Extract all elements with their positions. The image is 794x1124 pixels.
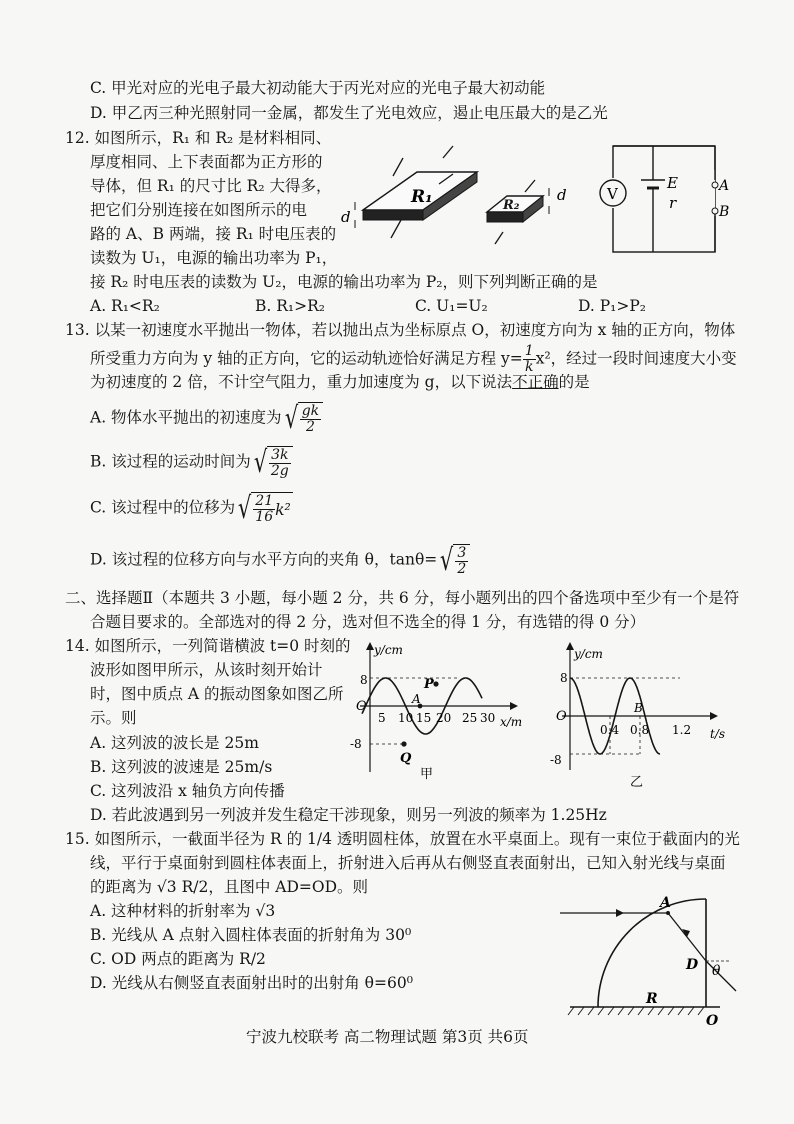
q12-stem-line1: 12. 如图所示，R₁ 和 R₂ 是材料相同、 xyxy=(65,129,332,147)
voltmeter-label: V xyxy=(607,185,618,203)
vib-xlabel: t/s xyxy=(710,727,726,741)
tick-1-2: 1.2 xyxy=(672,723,692,737)
vib-bottom-label: -8 xyxy=(550,753,562,767)
q15-stem-line3: 的距离为 √3 R/2，且图中 AD=OD。则 xyxy=(90,878,369,896)
tick-15: 15 xyxy=(416,711,432,725)
point-a: A xyxy=(412,692,421,706)
r1-label: R₁ xyxy=(411,187,433,207)
emf-label: E xyxy=(667,174,678,192)
wave-bottom-label: -8 xyxy=(350,737,362,751)
q13-stem-line3: 为初速度的 2 倍，不计空气阻力，重力加速度为 g，以下说法不正确的是 xyxy=(90,373,590,391)
q11-option-d: D. 甲乙丙三种光照射同一金属，都发生了光电效应，遏止电压最大的是乙光 xyxy=(90,104,608,122)
terminal-a-label: A xyxy=(719,178,730,194)
vib-origin: O xyxy=(556,709,567,724)
vib-ylabel: y/cm xyxy=(574,647,603,661)
tick-10: 10 xyxy=(398,711,414,725)
radius-label: R xyxy=(646,991,658,1007)
vib-top-label: 8 xyxy=(560,671,568,685)
q15-stem-line1: 15. 如图所示，一截面半径为 R 的 1/4 透明圆柱体，放置在水平桌面上。现有一束位于截面内的光 xyxy=(65,830,740,848)
q13-option-a: A. 物体水平抛出的初速度为 √ $\frac{gk}{2}$ xyxy=(90,402,323,435)
q15-option-b: B. 光线从 A 点射入圆柱体表面的折射角为 30⁰ xyxy=(90,926,412,944)
wave-top-label: 8 xyxy=(360,673,368,687)
q14-option-d: D. 若此波遇到另一列波并发生稳定干涉现象，则另一列波的频率为 1.25Hz xyxy=(90,806,607,824)
q12-resistor-figure xyxy=(335,140,585,260)
q14-option-a: A. 这列波的波长是 25m xyxy=(90,734,259,752)
q13-option-b: B. 该过程的运动时间为 √ $\frac{3k}{2g}$ xyxy=(90,446,293,479)
tick-25: 25 xyxy=(462,711,478,725)
q14-stem-line2: 波形如图甲所示，从该时刻开始计 xyxy=(90,661,323,679)
q12-option-d: D. P₁>P₂ xyxy=(578,297,647,315)
tick-20: 20 xyxy=(436,711,452,725)
q14-stem-line4: 示。则 xyxy=(90,709,137,727)
d-label-left: d xyxy=(341,208,351,226)
q15-option-c: C. OD 两点的距离为 R/2 xyxy=(90,950,266,968)
d-label-right: d xyxy=(557,186,567,204)
wave-ylabel: y/cm xyxy=(374,643,403,657)
q14-wave-figure xyxy=(340,640,530,780)
origin-o-label: O xyxy=(706,1013,719,1029)
q12-stem-line4: 把它们分别连接在如图所示的电 xyxy=(90,201,308,219)
tick-30: 30 xyxy=(480,711,496,725)
q12-stem-line5: 路的 A、B 两端，接 R₁ 时电压表的 xyxy=(90,225,337,243)
terminal-b-label: B xyxy=(719,204,730,220)
point-p: P xyxy=(424,677,434,692)
q14-vibration-figure xyxy=(540,640,730,790)
q13-stem-line2: 所受重力方向为 y 轴的正方向，它的运动轨迹恰好满足方程 y= $\frac{1}{k}$ x²，经过一段时间速度大小变 xyxy=(90,343,737,375)
point-q: Q xyxy=(400,751,412,766)
table-hatching xyxy=(568,1007,704,1015)
q14-stem-line1: 14. 如图所示，一列简谐横波 t=0 时刻的 xyxy=(65,637,351,655)
q14-option-b: B. 这列波的波速是 25m/s xyxy=(90,758,273,776)
q11-option-c: C. 甲光对应的光电子最大初动能大于丙光对应的光电子最大初动能 xyxy=(90,79,546,97)
q12-stem-line2: 厚度相同、上下表面都为正方形的 xyxy=(90,153,323,171)
q15-cylinder-figure xyxy=(560,895,760,1035)
q15-option-d: D. 光线从右侧竖直表面射出时的出射角 θ=60⁰ xyxy=(90,974,413,992)
q12-option-c: C. U₁=U₂ xyxy=(415,297,488,315)
q15-stem-line2: 线，平行于桌面射到圆柱体表面上，折射进入后再从右侧竖直表面射出，已知入射光线与桌面 xyxy=(90,854,726,872)
q14-option-c: C. 这列波沿 x 轴负方向传播 xyxy=(90,782,285,800)
q13-stem-line1: 13. 以某一初速度水平抛出一物体，若以抛出点为坐标原点 O，初速度方向为 x 轴的正方向，物体 xyxy=(65,321,736,339)
q12-stem-line7: 接 R₂ 时电压表的读数为 U₂，电源的输出功率为 P₂，则下列判断正确的是 xyxy=(90,273,598,291)
section2-heading-line1: 二、选择题Ⅱ（本题共 3 小题，每小题 2 分，共 6 分，每小题列出的四个备选项中至少有一个是符 xyxy=(65,589,740,607)
point-a-label: A xyxy=(660,895,671,911)
point-b: B xyxy=(634,701,643,715)
tick-0-4: 0.4 xyxy=(600,723,620,737)
internal-resistance-label: r xyxy=(669,194,677,212)
q12-stem-line6: 读数为 U₁，电源的输出功率为 P₁， xyxy=(90,249,338,267)
q12-stem-line3: 导体，但 R₁ 的尺寸比 R₂ 大得多， xyxy=(90,177,332,195)
q14-stem-line3: 时，图中质点 A 的振动图象如图乙所 xyxy=(90,685,344,703)
q12-option-a: A. R₁<R₂ xyxy=(90,297,160,315)
wave-caption: 甲 xyxy=(420,767,434,780)
vib-caption: 乙 xyxy=(630,775,644,790)
tick-0-8: 0.8 xyxy=(630,723,650,737)
r2-label: R₂ xyxy=(503,198,520,213)
point-d-label: D xyxy=(686,957,699,973)
q12-option-b: B. R₁>R₂ xyxy=(255,297,325,315)
theta-label: θ xyxy=(712,963,721,979)
q15-option-a: A. 这种材料的折射率为 √3 xyxy=(90,902,276,920)
section2-heading-line2: 合题目要求的。全部选对的得 2 分，选对但不选全的得 1 分，有选错的得 0 分） xyxy=(90,613,646,631)
wave-xlabel: x/m xyxy=(500,715,523,729)
not-correct-emphasis: 不正确 xyxy=(512,373,559,391)
tick-5: 5 xyxy=(378,711,386,725)
wave-origin: O xyxy=(356,699,367,714)
q13-option-d: D. 该过程的位移方向与水平方向的夹角 θ，tanθ= √ $\frac{3}{2}$ xyxy=(90,544,470,577)
page-footer: 宁波九校联考 高二物理试题 第3页 共6页 xyxy=(246,1028,529,1046)
q13-option-c: C. 该过程中的位移为 √ $\frac{21}{16}$ k² xyxy=(90,490,291,526)
q12-circuit-figure xyxy=(595,140,735,260)
